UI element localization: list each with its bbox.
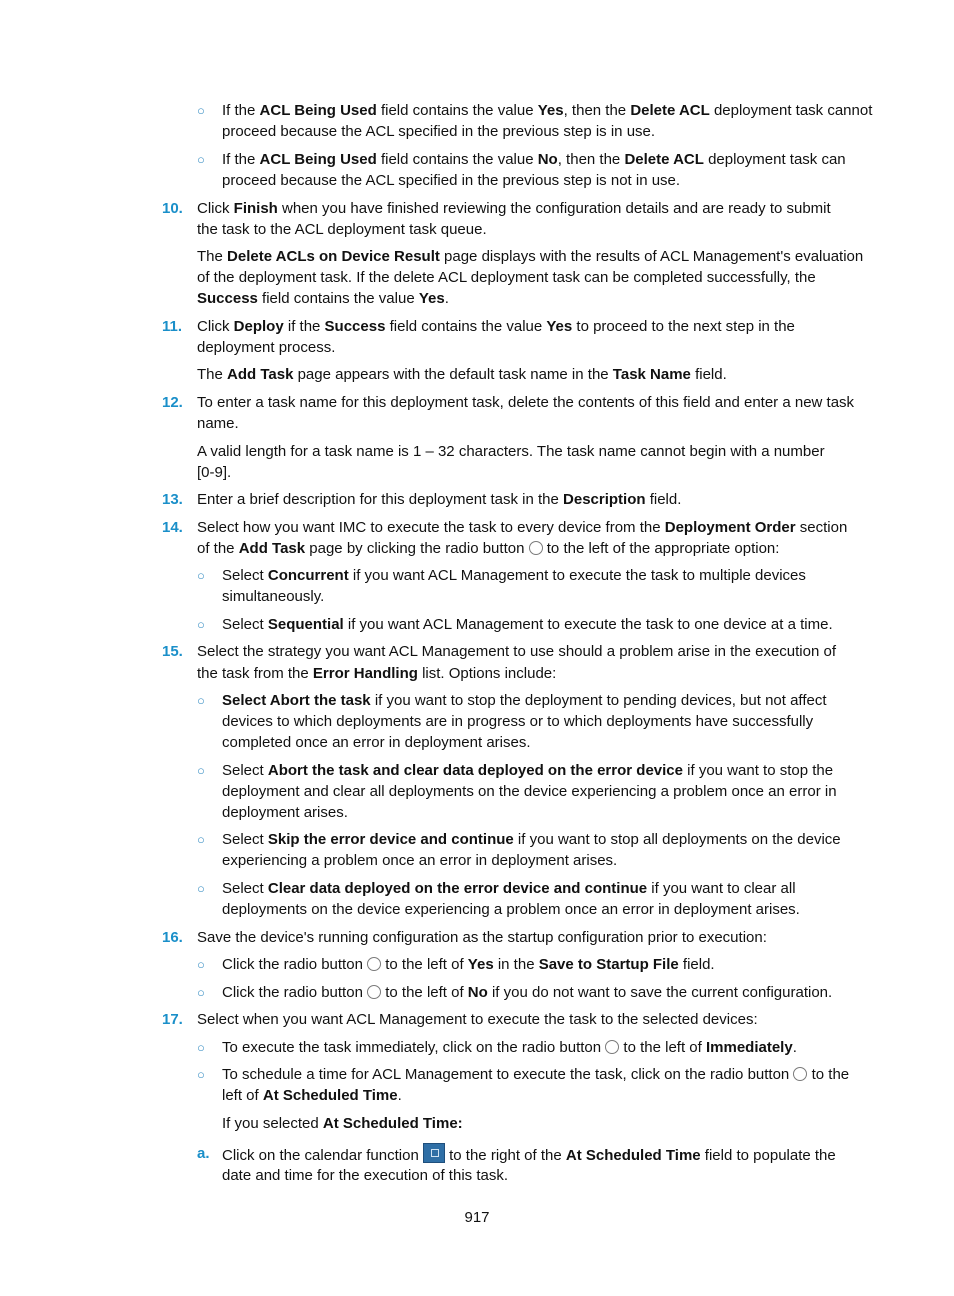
bullet-text: If the ACL Being Used field contains the value Yes, then the Delete ACL deployment task cannot	[222, 102, 873, 119]
bullet-icon: ○	[197, 763, 205, 778]
option-text: simultaneously.	[222, 588, 325, 605]
substep-letter: a.	[197, 1145, 210, 1162]
option-text: deployment and clear all deployments on the device experiencing a problem once an error in	[222, 783, 837, 800]
option-text: To execute the task immediately, click on the radio button to the left of Immediately.	[222, 1039, 797, 1056]
option-text: deployment arises.	[222, 804, 348, 821]
step-paragraph: of the deployment task. If the delete ACL deployment task can be completed successfully, the	[197, 269, 816, 286]
step-text: deployment process.	[197, 339, 336, 356]
option-text: left of At Scheduled Time.	[222, 1087, 402, 1104]
substep-text: Click on the calendar function to the right of the At Scheduled Time field to populate the	[222, 1143, 836, 1166]
option-text: Click the radio button to the left of No if you do not want to save the current configuration.	[222, 984, 833, 1001]
bullet-icon: ○	[197, 881, 205, 896]
option-text: Select Clear data deployed on the error device and continue if you want to clear all	[222, 880, 796, 897]
option-text: To schedule a time for ACL Management to execute the task, click on the radio button to the	[222, 1066, 850, 1083]
step-text: the task to the ACL deployment task queue.	[197, 221, 487, 238]
step-number: 12.	[162, 394, 183, 411]
option-text: Select Concurrent if you want ACL Management to execute the task to multiple devices	[222, 567, 806, 584]
bullet-icon: ○	[197, 1067, 205, 1082]
step-text: Select the strategy you want ACL Management to use should a problem arise in the execution of	[197, 643, 836, 660]
calendar-icon	[423, 1143, 445, 1163]
bullet-text: proceed because the ACL specified in the previous step is in use.	[222, 123, 656, 140]
substep-text: date and time for the execution of this task.	[222, 1167, 508, 1184]
option-text: Select Skip the error device and continue if you want to stop all deployments on the device	[222, 831, 841, 848]
radio-button-icon	[529, 541, 543, 555]
step-number: 15.	[162, 643, 183, 660]
step-text: the task from the Error Handling list. Options include:	[197, 665, 557, 682]
page-number: 917	[464, 1209, 490, 1226]
radio-button-icon	[605, 1040, 619, 1054]
step-paragraph: [0-9].	[197, 464, 232, 481]
step-paragraph: A valid length for a task name is 1 – 32 characters. The task name cannot begin with a number	[197, 443, 825, 460]
bullet-icon: ○	[197, 568, 205, 583]
bullet-icon: ○	[197, 693, 205, 708]
bullet-text: proceed because the ACL specified in the previous step is not in use.	[222, 172, 681, 189]
bullet-icon: ○	[197, 832, 205, 847]
step-text: name.	[197, 415, 239, 432]
step-number: 10.	[162, 200, 183, 217]
bullet-text: If the ACL Being Used field contains the value No, then the Delete ACL deployment task can	[222, 151, 846, 168]
step-number: 16.	[162, 929, 183, 946]
bullet-icon: ○	[197, 985, 205, 1000]
step-text: Click Deploy if the Success field contains the value Yes to proceed to the next step in the	[197, 318, 795, 335]
option-text: deployments on the device experiencing a problem once an error in deployment arises.	[222, 901, 800, 918]
bullet-icon: ○	[197, 957, 205, 972]
step-text: Click Finish when you have finished reviewing the configuration details and are ready to submit	[197, 200, 831, 217]
step-number: 13.	[162, 491, 183, 508]
step-number: 17.	[162, 1011, 183, 1028]
radio-button-icon	[367, 985, 381, 999]
option-text: Click the radio button to the left of Yes in the Save to Startup File field.	[222, 956, 715, 973]
radio-button-icon	[793, 1067, 807, 1081]
option-text: Select Abort the task and clear data deployed on the error device if you want to stop the	[222, 762, 834, 779]
bullet-icon: ○	[197, 617, 205, 632]
bullet-icon: ○	[197, 103, 205, 118]
option-text: Select Sequential if you want ACL Management to execute the task to one device at a time.	[222, 616, 833, 633]
option-text: Select Abort the task if you want to stop the deployment to pending devices, but not affect	[222, 692, 827, 709]
step-paragraph: Success field contains the value Yes.	[197, 290, 449, 307]
step-text: Select how you want IMC to execute the task to every device from the Deployment Order section	[197, 519, 848, 536]
step-paragraph: The Add Task page appears with the default task name in the Task Name field.	[197, 366, 727, 383]
option-text: devices to which deployments are in progress or to which deployments have successfully	[222, 713, 814, 730]
bullet-icon: ○	[197, 152, 205, 167]
step-number: 11.	[162, 318, 183, 335]
step-text: Enter a brief description for this deployment task in the Description field.	[197, 491, 682, 508]
option-text: experiencing a problem once an error in deployment arises.	[222, 852, 618, 869]
option-text: completed once an error in deployment arises.	[222, 734, 531, 751]
step-text: of the Add Task page by clicking the radio button to the left of the appropriate option:	[197, 540, 780, 557]
bullet-icon: ○	[197, 1040, 205, 1055]
option-paragraph: If you selected At Scheduled Time:	[222, 1115, 463, 1132]
step-number: 14.	[162, 519, 183, 536]
step-text: Save the device's running configuration as the startup configuration prior to execution:	[197, 929, 767, 946]
step-text: To enter a task name for this deployment task, delete the contents of this field and enter a new task	[197, 394, 855, 411]
step-text: Select when you want ACL Management to execute the task to the selected devices:	[197, 1011, 758, 1028]
radio-button-icon	[367, 957, 381, 971]
step-paragraph: The Delete ACLs on Device Result page displays with the results of ACL Management's evaluation	[197, 248, 864, 265]
